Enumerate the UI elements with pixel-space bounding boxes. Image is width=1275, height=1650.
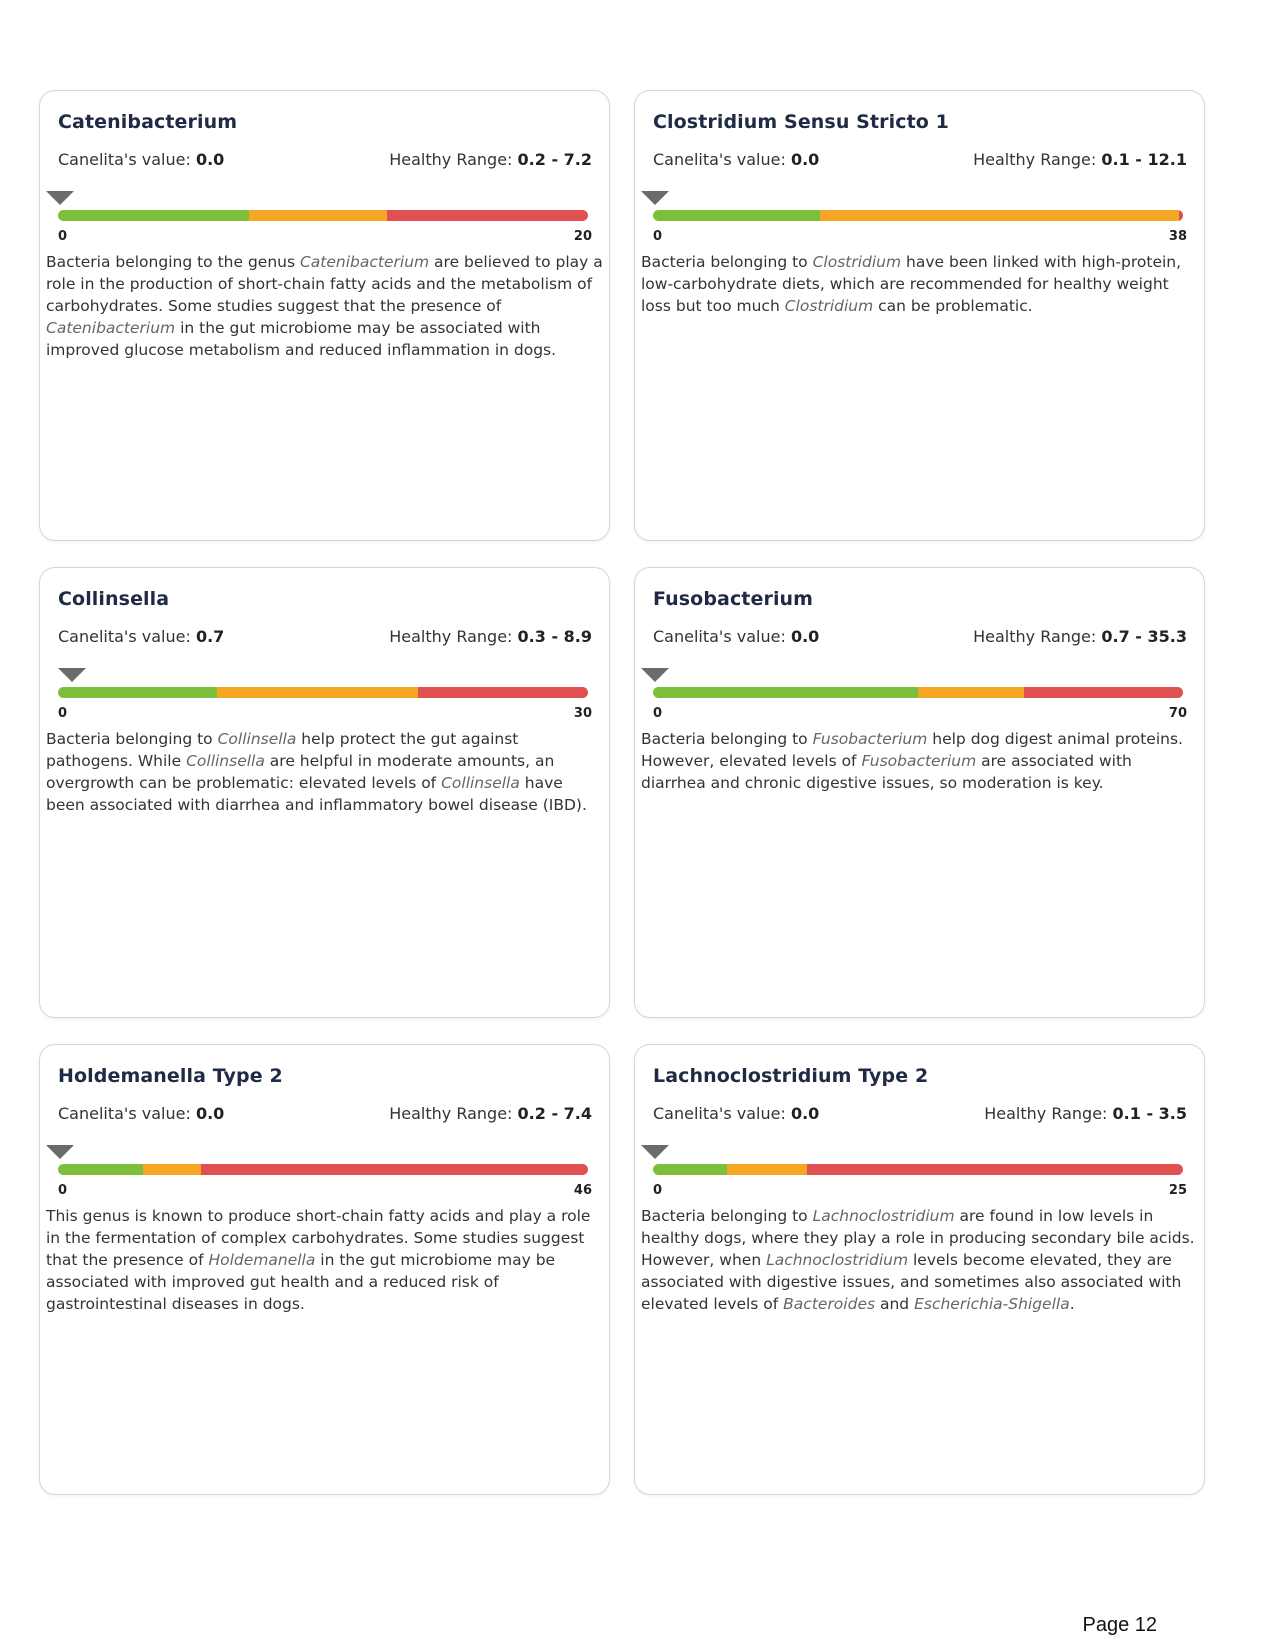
scale-max: 20 [573, 229, 592, 244]
value-label: Canelita's value: [653, 1104, 786, 1123]
zone-low [58, 687, 217, 698]
genus-name: Lachnoclostridium [766, 1251, 909, 1269]
zone-high [418, 687, 588, 698]
scale-min: 0 [58, 706, 68, 721]
scale-min: 0 [653, 706, 663, 721]
genus-name: Holdemanella [208, 1251, 316, 1269]
value-number: 0.0 [195, 1104, 225, 1123]
range-bar [653, 210, 1183, 221]
zone-mid [820, 210, 1183, 221]
range-label: Healthy Range: [973, 150, 1097, 169]
zone-high [1179, 210, 1183, 221]
description-text: in the gut microbiome may be associated with improved glucose metabolism and reduced inflammation in dogs. [46, 319, 557, 359]
healthy-range [389, 1104, 592, 1123]
healthy-range [984, 1104, 1187, 1123]
description-text: have been linked with high-protein, low-carbohydrate diets, which are recommended for healthy weight loss but too much [641, 253, 1182, 315]
zone-low [653, 1164, 727, 1175]
scale-max: 38 [1168, 229, 1187, 244]
level-marker-icon [46, 1145, 74, 1159]
bacteria-card [39, 90, 610, 541]
value-label: Canelita's value: [653, 627, 786, 646]
card-title: Fusobacterium [653, 588, 814, 610]
value-number: 0.0 [790, 1104, 820, 1123]
patient-value [653, 150, 819, 169]
range-value: 0.2 - 7.4 [517, 1104, 592, 1123]
description-text: have been associated with diarrhea and inflammatory bowel disease (IBD). [46, 774, 587, 814]
genus-name: Bacteroides [783, 1295, 876, 1313]
level-marker-icon [641, 1145, 669, 1159]
genus-name: Lachnoclostridium [812, 1207, 955, 1225]
description-text: can be problematic. [873, 297, 1033, 315]
range-value: 0.1 - 12.1 [1101, 150, 1187, 169]
patient-value [653, 1104, 819, 1123]
zone-low [653, 210, 820, 221]
patient-value [58, 1104, 224, 1123]
value-number: 0.0 [790, 627, 820, 646]
genus-name: Clostridium [812, 253, 902, 271]
healthy-range [389, 150, 592, 169]
zone-high [201, 1164, 588, 1175]
genus-name: Collinsella [217, 730, 297, 748]
bacteria-card [634, 90, 1205, 541]
scale-min: 0 [58, 1183, 68, 1198]
card-title: Clostridium Sensu Stricto 1 [653, 111, 949, 133]
zone-mid [217, 687, 418, 698]
description-text: help dog digest animal proteins. However, elevated levels of [641, 730, 1183, 770]
range-value: 0.2 - 7.2 [517, 150, 592, 169]
range-value: 0.1 - 3.5 [1112, 1104, 1187, 1123]
patient-value [58, 627, 224, 646]
genus-name: Clostridium [784, 297, 874, 315]
bacteria-card [634, 567, 1205, 1018]
value-number: 0.0 [790, 150, 820, 169]
range-label: Healthy Range: [389, 1104, 513, 1123]
value-number: 0.7 [195, 627, 225, 646]
bacteria-card [39, 567, 610, 1018]
zone-mid [918, 687, 1024, 698]
range-value: 0.3 - 8.9 [517, 627, 592, 646]
genus-name: Catenibacterium [299, 253, 430, 271]
value-label: Canelita's value: [58, 627, 191, 646]
level-marker-icon [641, 191, 669, 205]
description-text: are believed to play a role in the production of short-chain fatty acids and the metabolism of carbohydrates. Some studies suggest that the presence of [46, 253, 603, 315]
description-text: help protect the gut against pathogens. While [46, 730, 519, 770]
scale-max: 46 [573, 1183, 592, 1198]
genus-name: Escherichia-Shigella [914, 1295, 1070, 1313]
genus-name: Fusobacterium [861, 752, 977, 770]
card-title: Lachnoclostridium Type 2 [653, 1065, 929, 1087]
scale-min: 0 [653, 229, 663, 244]
value-label: Canelita's value: [653, 150, 786, 169]
description-text: Bacteria belonging to [641, 730, 813, 748]
value-label: Canelita's value: [58, 150, 191, 169]
zone-mid [143, 1164, 201, 1175]
value-number: 0.0 [195, 150, 225, 169]
zone-low [58, 1164, 143, 1175]
level-marker-icon [46, 191, 74, 205]
range-bar [58, 1164, 588, 1175]
description [641, 1205, 1198, 1315]
description [46, 728, 603, 816]
description-text: . [1069, 1295, 1075, 1313]
description-text: Bacteria belonging to the genus [46, 253, 300, 271]
zone-mid [249, 210, 387, 221]
range-bar [653, 687, 1183, 698]
card-title: Holdemanella Type 2 [58, 1065, 283, 1087]
patient-value [58, 150, 224, 169]
description-text: are found in low levels in healthy dogs, where they play a role in producing secondary bile acids. However, when [641, 1207, 1195, 1269]
scale-min: 0 [653, 1183, 663, 1198]
range-label: Healthy Range: [389, 150, 513, 169]
bacteria-card [39, 1044, 610, 1495]
zone-mid [727, 1164, 807, 1175]
range-bar [58, 210, 588, 221]
genus-name: Fusobacterium [812, 730, 928, 748]
patient-value [653, 627, 819, 646]
zone-high [807, 1164, 1183, 1175]
description [46, 251, 603, 361]
scale-min: 0 [58, 229, 68, 244]
level-marker-icon [58, 668, 86, 682]
range-bar [653, 1164, 1183, 1175]
range-label: Healthy Range: [984, 1104, 1108, 1123]
description-text: Bacteria belonging to [641, 1207, 813, 1225]
bacteria-card [634, 1044, 1205, 1495]
zone-high [387, 210, 588, 221]
description [641, 251, 1198, 317]
zone-low [58, 210, 249, 221]
description-text: and [875, 1295, 915, 1313]
description [46, 1205, 603, 1315]
page-number: Page 12 [1082, 1614, 1157, 1636]
genus-name: Collinsella [441, 774, 520, 792]
description-text: are helpful in moderate amounts, an overgrowth can be problematic: elevated levels of [46, 752, 555, 792]
range-value: 0.7 - 35.3 [1101, 627, 1187, 646]
range-label: Healthy Range: [973, 627, 1097, 646]
zone-low [653, 687, 918, 698]
scale-max: 30 [573, 706, 592, 721]
scale-max: 25 [1168, 1183, 1187, 1198]
genus-name: Collinsella [186, 752, 265, 770]
description-text: Bacteria belonging to [641, 253, 813, 271]
description-text: in the gut microbiome may be associated with improved gut health and a reduced risk of gastrointestinal diseases in dogs. [46, 1251, 556, 1313]
genus-name: Catenibacterium [46, 319, 176, 337]
description [641, 728, 1198, 794]
description-text: levels become elevated, they are associated with digestive issues, and sometimes also associated with elevated levels of [641, 1251, 1182, 1313]
zone-high [1024, 687, 1183, 698]
card-title: Catenibacterium [58, 111, 238, 133]
healthy-range [389, 627, 592, 646]
level-marker-icon [641, 668, 669, 682]
healthy-range [973, 150, 1187, 169]
description-text: Bacteria belonging to [46, 730, 218, 748]
value-label: Canelita's value: [58, 1104, 191, 1123]
card-title: Collinsella [58, 588, 170, 610]
range-label: Healthy Range: [389, 627, 513, 646]
range-bar [58, 687, 588, 698]
description-text: This genus is known to produce short-chain fatty acids and play a role in the fermentation of complex carbohydrates. Some studies suggest that the presence of [46, 1207, 591, 1269]
scale-max: 70 [1168, 706, 1187, 721]
description-text: are associated with diarrhea and chronic digestive issues, so moderation is key. [641, 752, 1132, 792]
healthy-range [973, 627, 1187, 646]
